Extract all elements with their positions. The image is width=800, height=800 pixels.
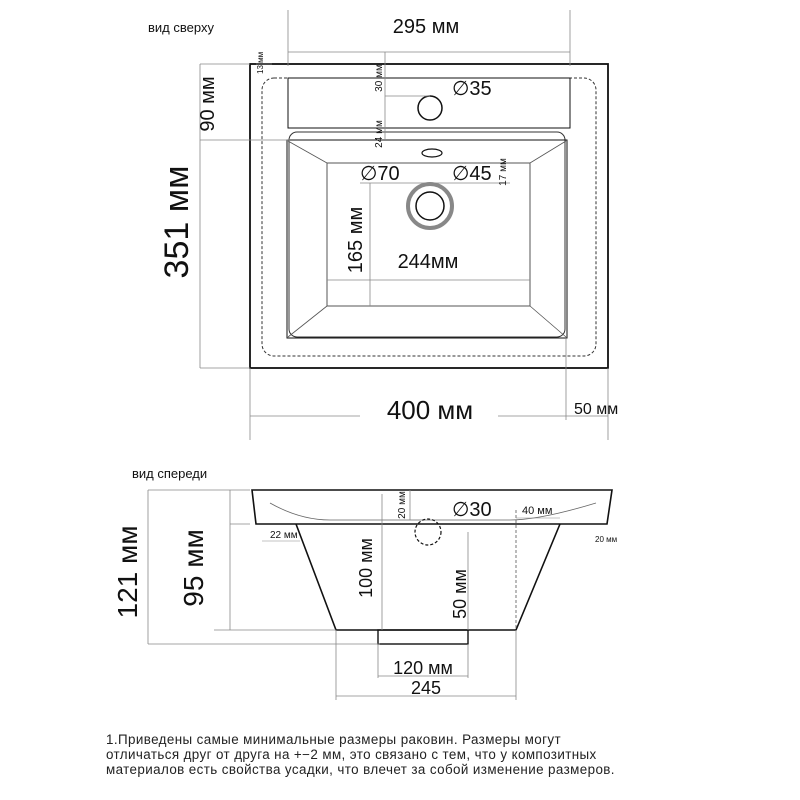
basin-slope-br [530, 306, 566, 337]
dim-back-ledge: 90 мм [197, 76, 219, 132]
drain-inner [416, 192, 444, 220]
front-rim [252, 490, 612, 524]
top-view-title: вид сверху [148, 20, 214, 35]
front-view-title: вид спереди [132, 466, 208, 481]
front-hole [415, 519, 441, 545]
dim-hole-height: 50 мм [450, 569, 470, 619]
dim-deck-back: 24 мм [374, 120, 385, 148]
basin-slope-tr [530, 141, 566, 163]
dim-depth: 351 мм [158, 165, 196, 279]
dim-bowl-width: 244мм [397, 251, 459, 273]
tap-hole [418, 96, 442, 120]
basin-slope-tl [288, 141, 327, 163]
dim-right-rim: 20 мм [595, 535, 618, 544]
front-bowl [296, 524, 560, 630]
drain-outer [408, 184, 452, 228]
dim-deck-front: 30 мм [374, 64, 385, 92]
dim-drain-outer: ∅70 [360, 163, 400, 185]
dim-hole: ∅30 [452, 499, 492, 521]
dim-drain-inner: ∅45 [452, 163, 492, 185]
top-outer-outline [250, 64, 608, 368]
basin-slope-bl [288, 306, 327, 337]
footnote-line-3: материалов есть свойства усадки, что влечет за собой изменение размеров. [106, 762, 615, 777]
footnote [106, 732, 796, 777]
dim-inner-width: 295 мм [392, 16, 460, 38]
dim-total-height: 121 мм [112, 525, 143, 619]
dim-rim-thickness: 20 мм [397, 491, 408, 519]
dim-inner-depth: 100 мм [356, 538, 376, 598]
dim-tap-hole: ∅35 [452, 78, 492, 100]
dim-base-width: 245 [410, 678, 442, 698]
dim-drain-width: 120 мм [393, 658, 453, 678]
dim-bowl-depth: 165 мм [345, 206, 367, 274]
dim-left-rim: 22 мм [270, 530, 298, 541]
front-drain [378, 630, 468, 644]
footnote-line-2: отличаться друг от друга на +−2 мм, это связано с тем, что у композитных [106, 747, 597, 762]
basin-rim [287, 140, 567, 338]
dim-side-offset: 50 мм [574, 401, 619, 418]
dim-back-gap: 13 мм [256, 51, 265, 74]
dim-total-width: 400 мм [386, 395, 474, 425]
dim-bowl-height: 95 мм [178, 529, 209, 607]
dim-right-offset: 40 мм [522, 505, 553, 517]
dim-front-gap: 17 мм [498, 158, 509, 186]
overflow-slot [422, 149, 442, 157]
footnote-line-1: 1.Приведены самые минимальные размеры раковин. Размеры могут [106, 732, 562, 747]
